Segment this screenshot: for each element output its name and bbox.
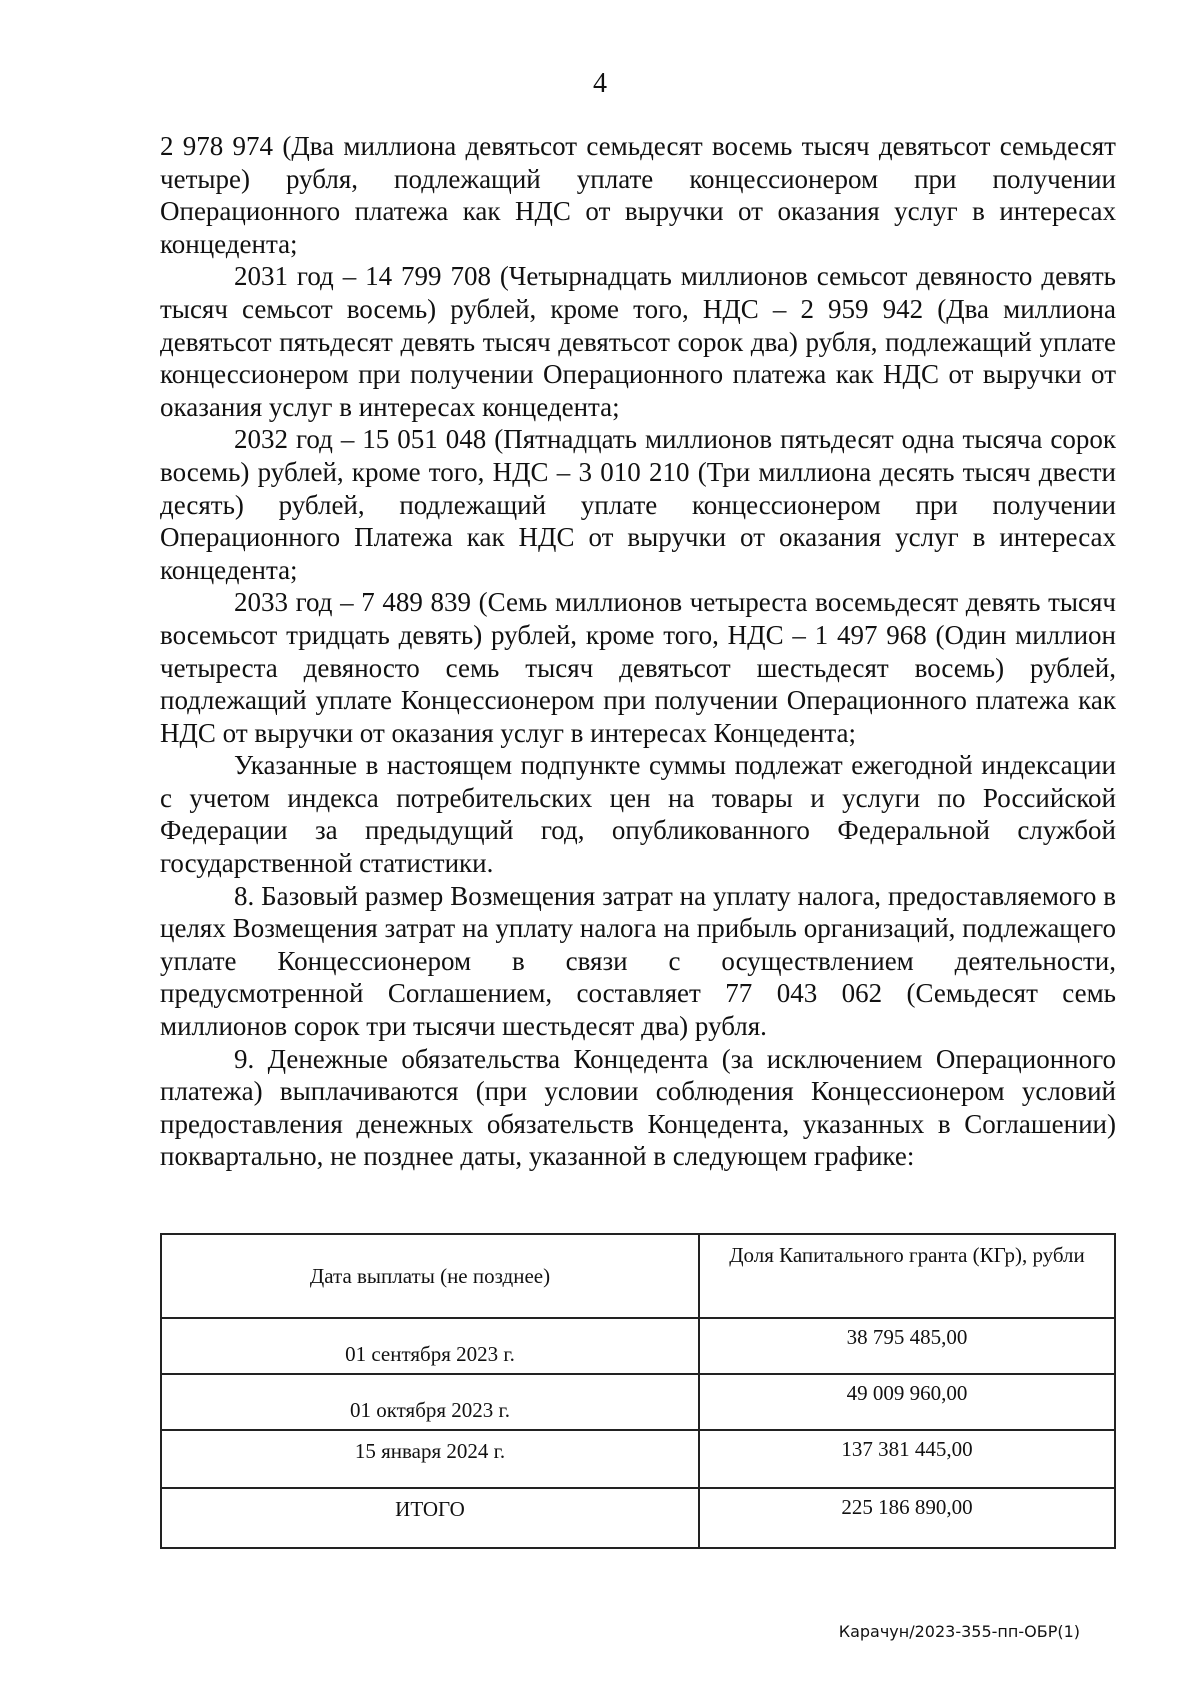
table-total-row xyxy=(161,1488,1115,1548)
row-amount: 49 009 960,00 xyxy=(699,1374,1115,1430)
document-code: Карачун/2023-355-пп-ОБР(1) xyxy=(838,1622,1080,1641)
total-amount: 225 186 890,00 xyxy=(699,1488,1115,1548)
paragraph-indexation: Указанные в настоящем подпункте суммы подлежат ежегодной индексации с учетом индекса потребительских цен на товары и услуги по Российской Федерации за предыдущий год, опубликованного Федеральной службой государственной статистики. xyxy=(160,750,1116,879)
paragraph-item-9: 9. Денежные обязательства Концедента (за исключением Операционного платежа) выплачиваются (при условии соблюдения Концессионером условий предоставления денежных обязательств Концедента, указанных в Соглашении) поквартально, не позднее даты, указанной в следующем графике: xyxy=(160,1043,1116,1172)
header-date: Дата выплаты (не позднее) xyxy=(161,1234,699,1318)
page-number: 4 xyxy=(593,68,607,99)
row-date: 01 сентября 2023 г. xyxy=(161,1318,699,1374)
paragraph-year-2032: 2032 год – 15 051 048 (Пятнадцать миллионов пятьдесят одна тысяча сорок восемь) рублей, кроме того, НДС – 3 010 210 (Три миллиона десять тысяч двести десять) рублей, подлежащий уплате концессионером при получении Операционного Платежа как НДС от выручки от оказания услуг в интересах концедента; xyxy=(160,424,1116,585)
row-date: 01 октября 2023 г. xyxy=(161,1374,699,1430)
table-row xyxy=(161,1318,1115,1374)
paragraph-year-2033: 2033 год – 7 489 839 (Семь миллионов четыреста восемьдесят девять тысяч восемьсот тридцать девять) рублей, кроме того, НДС – 1 497 968 (Один миллион четыреста девяносто семь тысяч девятьсот шестьдесят восемь) рублей, подлежащий уплате Концессионером при получении Операционного платежа как НДС от выручки от оказания услуг в интересах Концедента; xyxy=(160,587,1116,748)
row-amount: 137 381 445,00 xyxy=(699,1430,1115,1488)
table-row xyxy=(161,1430,1115,1488)
payment-schedule-table xyxy=(160,1233,1116,1549)
total-label: ИТОГО xyxy=(161,1488,699,1548)
row-amount: 38 795 485,00 xyxy=(699,1318,1115,1374)
table-header-row xyxy=(161,1234,1115,1318)
paragraph-vat-2030: 2 978 974 (Два миллиона девятьсот семьдесят восемь тысяч девятьсот семьдесят четыре) рубля, подлежащий уплате концессионером при получении Операционного платежа как НДС от выручки от оказания услуг в интересах концедента; xyxy=(160,131,1116,259)
paragraph-year-2031: 2031 год – 14 799 708 (Четырнадцать миллионов семьсот девяносто девять тысяч семьсот восемь) рублей, кроме того, НДС – 2 959 942 (Два миллиона девятьсот пятьдесят девять тысяч девятьсот сорок два) рубля, подлежащий уплате концессионером при получении Операционного платежа как НДС от выручки от оказания услуг в интересах концедента; xyxy=(160,261,1116,422)
header-share: Доля Капитального гранта (КГр), рубли xyxy=(699,1234,1115,1318)
body-text xyxy=(160,130,1116,1173)
paragraph-item-8: 8. Базовый размер Возмещения затрат на уплату налога, предоставляемого в целях Возмещения затрат на уплату налога на прибыль организаций, подлежащего уплате Концессионером в связи с осуществлением деятельности, предусмотренной Соглашением, составляет 77 043 062 (Семьдесят семь миллионов сорок три тысячи шестьдесят два) рубля. xyxy=(160,880,1116,1042)
table-row xyxy=(161,1374,1115,1430)
row-date: 15 января 2024 г. xyxy=(161,1430,699,1488)
